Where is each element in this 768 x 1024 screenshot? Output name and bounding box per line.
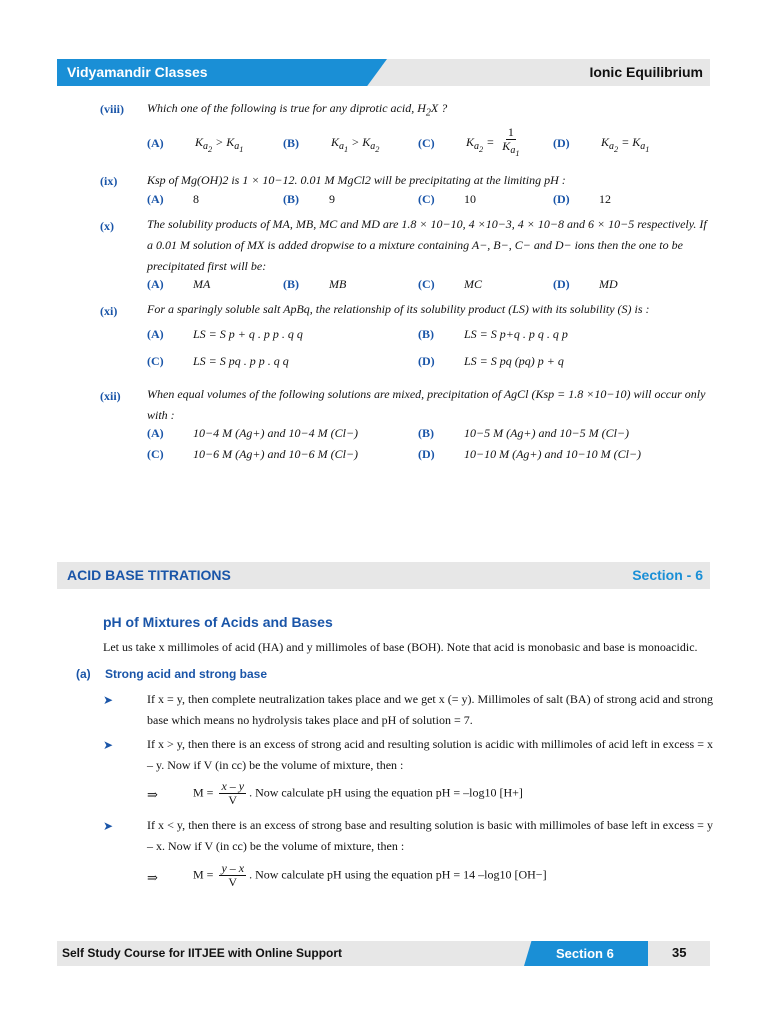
option-label: (D) <box>553 277 570 291</box>
bullet-text: If x > y, then there is an excess of strong acid and resulting solution is acidic with millimoles of acid left in excess = x – y. Now if V (in cc) be the volume of mixture, then : <box>147 737 713 772</box>
option-text: MC <box>464 277 482 291</box>
option-label: (C) <box>418 192 435 206</box>
option-label: (A) <box>147 426 164 440</box>
option-label: (A) <box>147 192 164 206</box>
option-text: LS = S pq . p p . q q <box>193 354 289 368</box>
option-label: (B) <box>418 327 434 341</box>
header-chapter: Ionic Equilibrium <box>589 64 703 80</box>
subsection-label: (a) <box>76 667 91 681</box>
option-label: (C) <box>418 277 435 291</box>
section-title: ACID BASE TITRATIONS <box>67 567 231 583</box>
implies-arrow: ⇒ <box>147 787 158 802</box>
option-label: (C) <box>418 136 435 150</box>
question-text: The solubility products of MA, MB, MC and MD are 1.8 × 10−10, 4 ×10−3, 4 × 10−8 and 6 × 10−5 respectively. If a 0.01 M solution of MX is added dropwise to a mixture containing A−, B−, C− and D− ions then the one to be precipitated first will be: <box>147 217 707 273</box>
option-label: (A) <box>147 327 164 341</box>
bullet-text: If x < y, then there is an excess of strong base and resulting solution is basic with millimoles of base left in excess = y – x. Now if V (in cc) be the volume of mixture, then : <box>147 818 713 853</box>
question-text: When equal volumes of the following solutions are mixed, precipitation of AgCl (Ksp = 1.8 ×10−10) will occur only with : <box>147 387 706 422</box>
option-label: (D) <box>553 192 570 206</box>
option-text: 10−10 M (Ag+) and 10−10 M (Cl−) <box>464 447 642 461</box>
question-number: (xi) <box>100 304 118 318</box>
implies-arrow: ⇒ <box>147 870 158 885</box>
section-label: Section - 6 <box>632 567 703 583</box>
page-number: 35 <box>672 945 687 960</box>
intro-paragraph: Let us take x millimoles of acid (HA) and y millimoles of base (BOH). Note that acid is monobasic and base is monoacidic. <box>103 640 698 654</box>
option-text: 12 <box>599 192 611 206</box>
option-text: 10−5 M (Ag+) and 10−5 M (Cl−) <box>464 426 630 440</box>
subsection-heading: Strong acid and strong base <box>105 667 268 681</box>
option-label: (D) <box>553 136 570 150</box>
equation: M = $\frac{x - y}{V}$ . Now calculate pH using the equation pH = –log10 [H+] <box>193 779 523 807</box>
option-text: 10 <box>464 192 476 206</box>
question-text: For a sparingly soluble salt ApBq, the relationship of its solubility product (LS) with its solubility (S) is : <box>147 302 650 316</box>
footer-section: Section 6 <box>556 946 614 961</box>
option-text: 10−4 M (Ag+) and 10−4 M (Cl−) <box>193 426 359 440</box>
question-number: (xii) <box>100 389 121 403</box>
option-text: LS = S p + q . p p . q q <box>193 327 303 341</box>
arrowhead-bullet-icon: ➤ <box>103 819 114 833</box>
option-text: MB <box>329 277 347 291</box>
option-text: $K_{a_2}$ = $\frac{1}{K_{a_1}}$ <box>466 125 520 159</box>
bullet-text: If x = y, then complete neutralization takes place and we get x (= y). Millimoles of salt (BA) of strong acid and strong base which means no hydrolysis takes place and pH of solution = 7. <box>147 692 713 727</box>
content-heading: pH of Mixtures of Acids and Bases <box>103 614 333 630</box>
option-label: (C) <box>147 354 164 368</box>
option-label: (B) <box>283 192 299 206</box>
option-text: $K_{a_2} > K_{a_1}$ <box>195 135 244 155</box>
option-text: LS = S pq (pq) p + q <box>464 354 564 368</box>
question-text: Which one of the following is true for any diprotic acid, $H_2X$ ? <box>147 101 448 119</box>
question-number: (ix) <box>100 174 118 188</box>
option-label: (D) <box>418 354 435 368</box>
option-text: 10−6 M (Ag+) and 10−6 M (Cl−) <box>193 447 359 461</box>
arrowhead-bullet-icon: ➤ <box>103 738 114 752</box>
option-text: MD <box>599 277 618 291</box>
option-label: (B) <box>283 136 299 150</box>
option-text: 9 <box>329 192 335 206</box>
option-text: 8 <box>193 192 199 206</box>
question-number: (x) <box>100 219 114 233</box>
option-label: (D) <box>418 447 435 461</box>
option-text: LS = S p+q . p q . q p <box>464 327 568 341</box>
option-label: (A) <box>147 136 164 150</box>
question-text: Ksp of Mg(OH)2 is 1 × 10−12. 0.01 M MgCl2 will be precipitating at the limiting pH : <box>147 173 566 187</box>
option-label: (B) <box>418 426 434 440</box>
option-label: (A) <box>147 277 164 291</box>
question-number: (viii) <box>100 102 124 116</box>
option-text: $K_{a_1} > K_{a_2}$ <box>331 135 380 155</box>
equation: M = $\frac{y - x}{V}$ . Now calculate pH using the equation pH = 14 –log10 [OH−] <box>193 861 547 889</box>
option-label: (C) <box>147 447 164 461</box>
option-text: MA <box>193 277 211 291</box>
footer-course: Self Study Course for IITJEE with Online Support <box>62 946 343 960</box>
header-brand: Vidyamandir Classes <box>67 64 208 80</box>
option-text: $K_{a_2} = K_{a_1}$ <box>601 135 650 155</box>
arrowhead-bullet-icon: ➤ <box>103 693 114 707</box>
option-label: (B) <box>283 277 299 291</box>
